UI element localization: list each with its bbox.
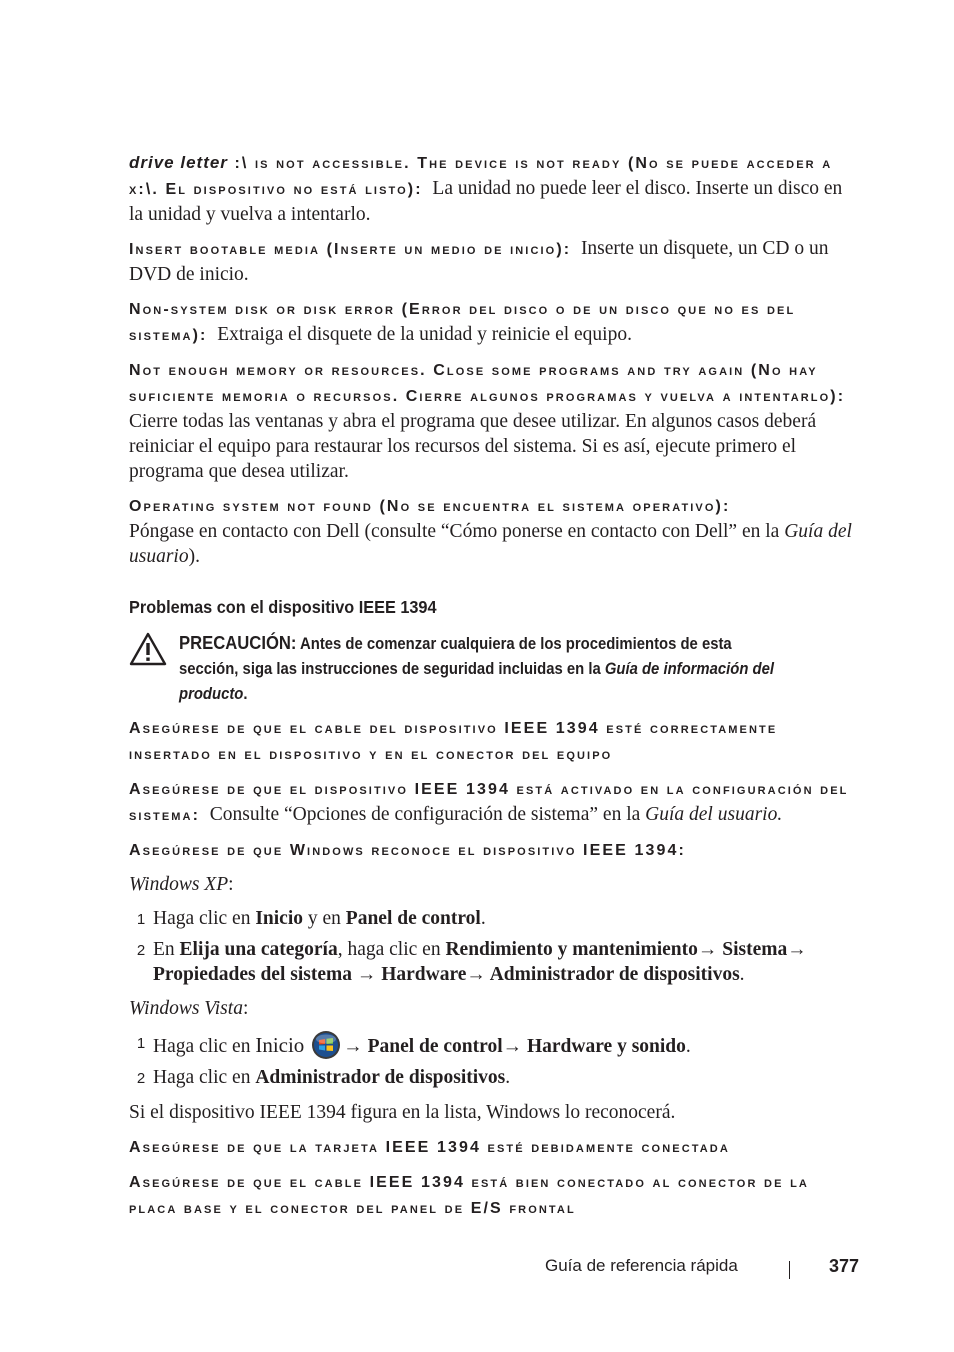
- error-entry-non-system-disk: [129, 296, 854, 348]
- error-entry-drive-not-accessible: [129, 150, 854, 227]
- step-item: [129, 937, 854, 987]
- windows-start-orb-icon: [311, 1030, 341, 1060]
- section-title: Problemas con el dispositivo IEEE 1394: [129, 597, 437, 617]
- check-description: Consulte “Opciones de configuración de sistema” en la Guía del usuario.: [209, 804, 783, 825]
- error-description: Póngase en contacto con Dell (consulte “Cómo ponerse en contacto con Dell” en la Guía del usuario).: [129, 521, 852, 567]
- check-heading: Asegúrese de que el cable del dispositivo IEEE 1394 esté correctamente insertado en el dispositivo y en el conector del equipo: [129, 720, 778, 763]
- step-text: Haga clic en Inicio → Panel de control→ Hardware y sonido.: [153, 1030, 691, 1060]
- error-heading: Operating system not found (No se encuentra el sistema operativo):: [129, 498, 731, 515]
- user-guide-reference: Guía del usuario: [129, 521, 852, 567]
- check-heading: Asegúrese de que la tarjeta IEEE 1394 esté debidamente conectada: [129, 1139, 730, 1156]
- error-entry-os-not-found: [129, 493, 854, 569]
- recognized-note: Si el dispositivo IEEE 1394 figura en la lista, Windows lo reconocerá.: [129, 1102, 676, 1123]
- windows-vista-steps: [129, 1030, 854, 1091]
- step-number: 2: [136, 1070, 146, 1087]
- error-heading: drive letter :\ is not accessible. The device is not ready (No se puede acceder a x:\. El dispositivo no está listo):: [129, 153, 833, 198]
- error-entry-insert-bootable-media: [129, 236, 854, 287]
- drive-letter-placeholder: drive letter: [129, 153, 228, 172]
- step-number: 1: [136, 911, 146, 928]
- check-heading: Asegúrese de que el dispositivo IEEE 1394 está activado en la configuración del sistema:: [129, 781, 849, 824]
- caution-label: PRECAUCIÓN:: [179, 632, 297, 653]
- step-number: 2: [136, 942, 146, 959]
- footer-title: Guía de referencia rápida: [545, 1256, 738, 1275]
- step-item: [129, 906, 854, 932]
- windows-xp-label: Windows XP:: [129, 874, 234, 895]
- check-heading: Asegúrese de que el cable IEEE 1394 está bien conectado al conector de la placa base y el conector del panel de E/S frontal: [129, 1174, 809, 1217]
- error-description: Extraiga el disquete de la unidad y reinicie el equipo.: [217, 324, 632, 345]
- step-text: Haga clic en Administrador de dispositivos.: [153, 1067, 511, 1088]
- error-description: Inserte un disquete, un CD o un DVD de inicio.: [129, 238, 829, 285]
- check-device-enabled: [129, 776, 854, 828]
- check-windows-recognizes: [129, 837, 854, 863]
- user-guide-reference: Guía del usuario.: [645, 804, 783, 825]
- error-entry-not-enough-memory: [129, 357, 854, 484]
- check-card-connected: [129, 1134, 854, 1160]
- error-heading: Not enough memory or resources. Close some programs and try again (No hay suficiente memoria o recursos. Cierre algunos programas y vuelva a intentarlo):: [129, 362, 846, 405]
- step-text: Haga clic en Inicio y en Panel de control.: [153, 908, 486, 929]
- check-heading: Asegúrese de que Windows reconoce el dispositivo IEEE 1394:: [129, 842, 686, 859]
- step-number: 1: [136, 1035, 146, 1052]
- windows-xp-steps: [129, 906, 854, 987]
- error-description: Cierre todas las ventanas y abra el programa que desee utilizar. En algunos casos deberá reiniciar el equipo para restaurar los recursos del sistema. Si es así, ejecute primero el programa que desea utilizar.: [129, 411, 817, 482]
- error-description: La unidad no puede leer el disco. Inserte un disco en la unidad y vuelva a intentarlo.: [129, 178, 843, 225]
- caution-text: PRECAUCIÓN: Antes de comenzar cualquiera de los procedimientos de esta sección, siga las instrucciones de seguridad incluidas en la Guía de información del producto.: [179, 632, 775, 703]
- page-content: [129, 150, 854, 1230]
- page-number: 377: [829, 1256, 860, 1276]
- error-heading: Non-system disk or disk error (Error del disco o de un disco que no es del sistema):: [129, 301, 796, 344]
- step-item: [129, 1065, 854, 1091]
- caution-notice: [129, 630, 854, 707]
- windows-vista-label: Windows Vista:: [129, 998, 249, 1019]
- product-info-guide-reference: Guía de información del producto: [179, 660, 775, 703]
- caution-triangle-icon: [129, 630, 179, 707]
- check-cable-inserted: [129, 715, 854, 767]
- check-cable-connected-motherboard: [129, 1169, 854, 1221]
- step-item: [129, 1030, 854, 1060]
- footer-separator: [789, 1261, 790, 1279]
- error-heading: Insert bootable media (Inserte un medio de inicio):: [129, 241, 572, 258]
- step-text: En Elija una categoría, haga clic en Rendimiento y mantenimiento→ Sistema→ Propiedades del sistema → Hardware→ Administrador de dispositivos.: [153, 939, 807, 985]
